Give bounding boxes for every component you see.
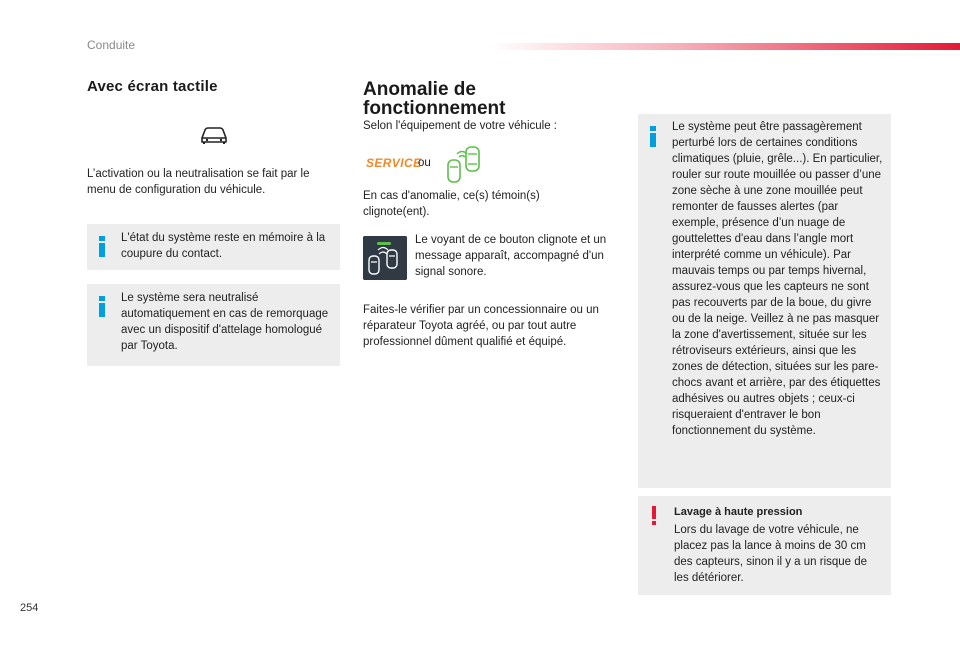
info-note-memory	[87, 224, 340, 270]
blind-spot-button-icon	[363, 236, 407, 280]
info-note-text: Le système sera neutralisé automatiquement en cas de remorquage avec un dispositif d'attelage homologué par Toyota.	[121, 292, 329, 352]
car-outline-icon	[198, 124, 230, 146]
info-note-text: L'état du système reste en mémoire à la coupure du contact.	[121, 232, 326, 260]
section-title: Conduite	[87, 38, 136, 52]
heading-malfunction: Anomalie de fonctionnement	[363, 79, 506, 119]
info-icon	[650, 126, 656, 147]
warning-title: Lavage à haute pression	[674, 506, 803, 518]
info-icon	[99, 236, 105, 257]
warning-pressure-washing	[638, 496, 891, 595]
blind-spot-warning-icon	[444, 144, 484, 184]
info-icon	[99, 296, 105, 317]
anomaly-text: En cas d'anomalie, ce(s) témoin(s) clignote(ent).	[363, 190, 540, 218]
info-note-weather	[638, 114, 891, 488]
warning-text: Lors du lavage de votre véhicule, ne placez pas la lance à moins de 30 cm des capteurs, sinon il y a un risque de les détériorer.	[674, 524, 868, 584]
activation-text: L’activation ou la neutralisation se fait par le menu de configuration du véhicule.	[87, 168, 310, 196]
equipment-intro: Selon l'équipement de votre véhicule :	[363, 120, 557, 132]
button-lamp-text: Le voyant de ce bouton clignote et un message apparaît, accompagné d'un signal sonore.	[415, 234, 607, 278]
heading-touchscreen: Avec écran tactile	[87, 78, 218, 95]
page-number: 254	[20, 602, 39, 614]
warning-icon	[650, 506, 658, 525]
service-warning-lamp: SERVICE	[366, 156, 422, 170]
dealer-text: Faites-le vérifier par un concessionnaire ou un réparateur Toyota agréé, ou par tout autre professionnel dûment qualifié et équipé.	[363, 304, 599, 348]
or-text: ou	[418, 157, 431, 169]
header-accent-bar	[490, 43, 960, 50]
weather-note-text: Le système peut être passagèrement perturbé lors de certaines conditions climatiques (pluie, grêle...). En particulier, rouler sur route mouillée ou passer d’une zone sèche à une zone mouillée peut remonter de fausses alertes (par exemple, présence d’un nuage de gouttelettes d'eau dans l’angle mort interprété comme un véhicule). Par mauvais temps ou par temps hivernal, assurez-vous que les capteurs ne sont pas recouverts par de la boue, du givre ou de la neige. Veillez à ne pas masquer la zone d'avertissement, située sur les rétroviseurs extérieurs, ainsi que les zones de détection, situées sur les pare-chocs avant et arrière, par des étiquettes adhésives ou autres objets ; ceux-ci risqueraient d'entraver le bon fonctionnement du système.	[672, 121, 883, 437]
info-note-towing	[87, 284, 340, 366]
